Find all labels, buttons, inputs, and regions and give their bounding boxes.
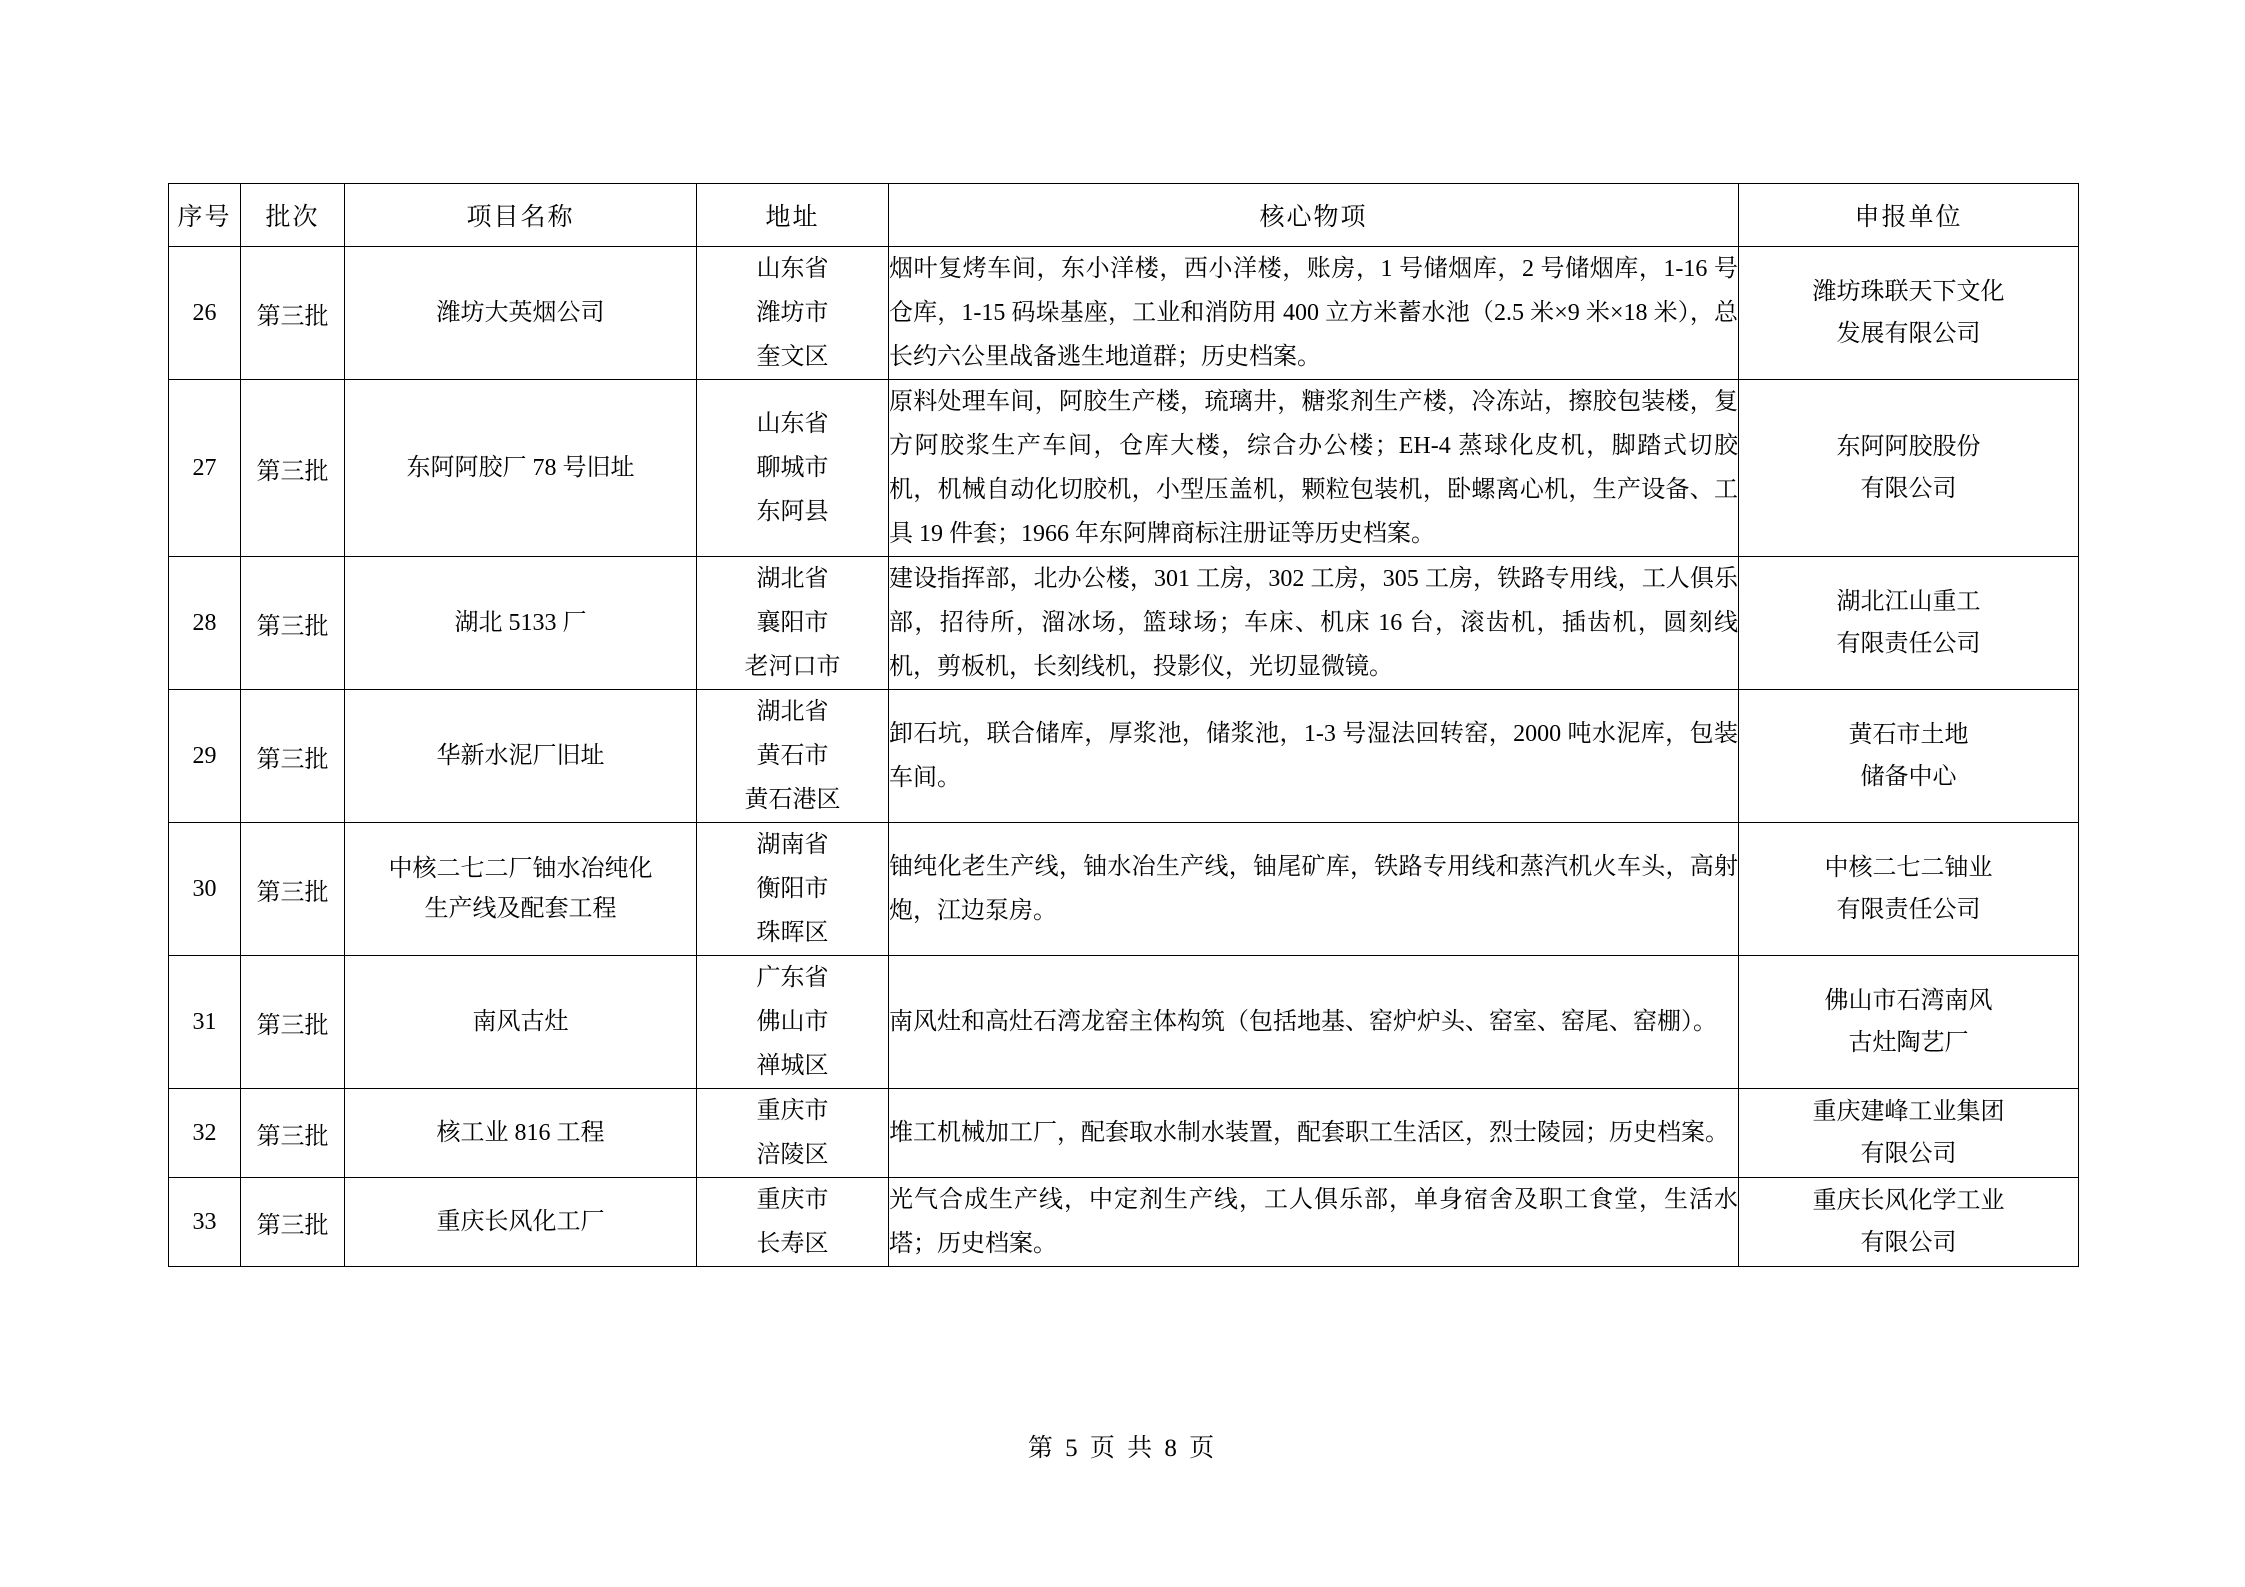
cell-seq: 29 bbox=[169, 690, 241, 823]
unit-line: 有限公司 bbox=[1860, 476, 1957, 502]
cell-declaring-unit bbox=[1739, 956, 2079, 1089]
cell-address bbox=[697, 247, 889, 380]
cell-address bbox=[697, 956, 889, 1089]
page-footer: 第 5 页 共 8 页 bbox=[1027, 1435, 1218, 1462]
cell-batch: 第三批 bbox=[241, 557, 345, 690]
unit-line: 潍坊珠联天下文化 bbox=[1812, 279, 2005, 305]
cell-address bbox=[697, 1089, 889, 1178]
unit-line: 古灶陶艺厂 bbox=[1848, 1030, 1969, 1056]
unit-line: 重庆建峰工业集团 bbox=[1812, 1099, 2005, 1125]
column-header-batch: 批次 bbox=[241, 184, 345, 247]
unit-line: 重庆长风化学工业 bbox=[1812, 1188, 2005, 1214]
cell-address bbox=[697, 690, 889, 823]
address-line: 山东省 bbox=[756, 256, 829, 282]
unit-line: 有限责任公司 bbox=[1836, 631, 1981, 657]
unit-line: 中核二七二铀业 bbox=[1824, 855, 1993, 881]
cell-seq: 33 bbox=[169, 1178, 241, 1267]
address-line: 重庆市 bbox=[756, 1187, 829, 1213]
cell-seq: 26 bbox=[169, 247, 241, 380]
table-header bbox=[169, 184, 2079, 247]
cell-batch: 第三批 bbox=[241, 956, 345, 1089]
address-line: 聊城市 bbox=[756, 455, 829, 481]
unit-line: 储备中心 bbox=[1860, 764, 1957, 790]
cell-project-name bbox=[345, 1178, 697, 1267]
address-line: 珠晖区 bbox=[756, 920, 829, 946]
project-name-line: 湖北 5133 厂 bbox=[454, 610, 587, 636]
table-row bbox=[169, 1089, 2079, 1178]
cell-project-name bbox=[345, 956, 697, 1089]
cell-seq: 28 bbox=[169, 557, 241, 690]
cell-project-name bbox=[345, 247, 697, 380]
table-body bbox=[169, 247, 2079, 1267]
address-line: 山东省 bbox=[756, 411, 829, 437]
table-row bbox=[169, 380, 2079, 557]
cell-batch: 第三批 bbox=[241, 380, 345, 557]
project-name-line: 南风古灶 bbox=[472, 1009, 569, 1035]
project-name-line: 潍坊大英烟公司 bbox=[436, 300, 605, 326]
cell-project-name bbox=[345, 823, 697, 956]
unit-line: 湖北江山重工 bbox=[1836, 589, 1981, 615]
cell-batch: 第三批 bbox=[241, 1178, 345, 1267]
table-row bbox=[169, 823, 2079, 956]
cell-seq: 30 bbox=[169, 823, 241, 956]
cell-seq: 27 bbox=[169, 380, 241, 557]
cell-project-name bbox=[345, 380, 697, 557]
cell-batch: 第三批 bbox=[241, 823, 345, 956]
column-header-address: 地址 bbox=[697, 184, 889, 247]
table-row bbox=[169, 956, 2079, 1089]
cell-core-items: 光气合成生产线，中定剂生产线，工人俱乐部，单身宿舍及职工食堂，生活水塔；历史档案。 bbox=[889, 1178, 1739, 1267]
unit-line: 有限公司 bbox=[1860, 1230, 1957, 1256]
table-row bbox=[169, 247, 2079, 380]
table-row bbox=[169, 690, 2079, 823]
address-line: 湖南省 bbox=[756, 832, 829, 858]
cell-core-items: 南风灶和高灶石湾龙窑主体构筑（包括地基、窑炉炉头、窑室、窑尾、窑棚）。 bbox=[889, 956, 1739, 1089]
address-line: 潍坊市 bbox=[756, 300, 829, 326]
address-line: 衡阳市 bbox=[756, 876, 829, 902]
cell-project-name bbox=[345, 690, 697, 823]
address-line: 禅城区 bbox=[756, 1053, 829, 1079]
cell-address bbox=[697, 557, 889, 690]
cell-core-items: 建设指挥部，北办公楼，301 工房，302 工房，305 工房，铁路专用线，工人俱乐部，招待所，溜冰场，篮球场；车床、机床 16 台，滚齿机，插齿机，圆刻线机，剪板机，长刻线机，投影仪，光切显微镜。 bbox=[889, 557, 1739, 690]
column-header-items: 核心物项 bbox=[889, 184, 1739, 247]
cell-declaring-unit bbox=[1739, 247, 2079, 380]
address-line: 奎文区 bbox=[756, 344, 829, 370]
cell-batch: 第三批 bbox=[241, 247, 345, 380]
cell-core-items: 卸石坑，联合储库，厚浆池，储浆池，1-3 号湿法回转窑，2000 吨水泥库，包装车间。 bbox=[889, 690, 1739, 823]
project-name-line: 华新水泥厂旧址 bbox=[436, 743, 605, 769]
project-name-line: 生产线及配套工程 bbox=[424, 896, 617, 922]
address-line: 东阿县 bbox=[756, 499, 829, 525]
address-line: 湖北省 bbox=[756, 566, 829, 592]
address-line: 湖北省 bbox=[756, 699, 829, 725]
cell-declaring-unit bbox=[1739, 380, 2079, 557]
column-header-seq: 序号 bbox=[169, 184, 241, 247]
unit-line: 东阿阿胶股份 bbox=[1836, 434, 1981, 460]
table-row bbox=[169, 1178, 2079, 1267]
cell-seq: 32 bbox=[169, 1089, 241, 1178]
unit-line: 有限责任公司 bbox=[1836, 897, 1981, 923]
project-name-line: 重庆长风化工厂 bbox=[436, 1209, 605, 1235]
project-table bbox=[168, 183, 2079, 1267]
address-line: 老河口市 bbox=[744, 654, 841, 680]
cell-declaring-unit bbox=[1739, 1089, 2079, 1178]
cell-address bbox=[697, 380, 889, 557]
cell-batch: 第三批 bbox=[241, 1089, 345, 1178]
cell-batch: 第三批 bbox=[241, 690, 345, 823]
table-header-row bbox=[169, 184, 2079, 247]
unit-line: 佛山市石湾南风 bbox=[1824, 988, 1993, 1014]
cell-address bbox=[697, 823, 889, 956]
cell-declaring-unit bbox=[1739, 557, 2079, 690]
cell-project-name bbox=[345, 557, 697, 690]
unit-line: 黄石市土地 bbox=[1848, 722, 1969, 748]
project-name-line: 东阿阿胶厂 78 号旧址 bbox=[406, 455, 635, 481]
cell-seq: 31 bbox=[169, 956, 241, 1089]
unit-line: 有限公司 bbox=[1860, 1141, 1957, 1167]
address-line: 重庆市 bbox=[756, 1098, 829, 1124]
cell-core-items: 原料处理车间，阿胶生产楼，琉璃井，糖浆剂生产楼，冷冻站，擦胶包装楼，复方阿胶浆生产车间，仓库大楼，综合办公楼；EH-4 蒸球化皮机，脚踏式切胶机，机械自动化切胶机，小型压盖机，颗粒包装机，卧螺离心机，生产设备、工具 19 件套；1966 年东阿牌商标注册证等历史档案。 bbox=[889, 380, 1739, 557]
unit-line: 发展有限公司 bbox=[1836, 321, 1981, 347]
project-name-line: 核工业 816 工程 bbox=[436, 1120, 605, 1146]
column-header-name: 项目名称 bbox=[345, 184, 697, 247]
cell-declaring-unit bbox=[1739, 1178, 2079, 1267]
cell-declaring-unit bbox=[1739, 690, 2079, 823]
cell-declaring-unit bbox=[1739, 823, 2079, 956]
table-row bbox=[169, 557, 2079, 690]
address-line: 佛山市 bbox=[756, 1009, 829, 1035]
address-line: 黄石港区 bbox=[744, 787, 841, 813]
column-header-unit: 申报单位 bbox=[1739, 184, 2079, 247]
address-line: 襄阳市 bbox=[756, 610, 829, 636]
address-line: 广东省 bbox=[756, 965, 829, 991]
cell-core-items: 堆工机械加工厂，配套取水制水装置，配套职工生活区，烈士陵园；历史档案。 bbox=[889, 1089, 1739, 1178]
address-line: 黄石市 bbox=[756, 743, 829, 769]
cell-core-items: 铀纯化老生产线，铀水冶生产线，铀尾矿库，铁路专用线和蒸汽机火车头，高射炮，江边泵房。 bbox=[889, 823, 1739, 956]
address-line: 长寿区 bbox=[756, 1231, 829, 1257]
cell-core-items: 烟叶复烤车间，东小洋楼，西小洋楼，账房，1 号储烟库，2 号储烟库，1-16 号仓库，1-15 码垛基座，工业和消防用 400 立方米蓄水池（2.5 米×9 米×18 米），总长约六公里战备逃生地道群；历史档案。 bbox=[889, 247, 1739, 380]
cell-project-name bbox=[345, 1089, 697, 1178]
address-line: 涪陵区 bbox=[756, 1142, 829, 1168]
cell-address bbox=[697, 1178, 889, 1267]
project-name-line: 中核二七二厂铀水冶纯化 bbox=[388, 856, 653, 882]
